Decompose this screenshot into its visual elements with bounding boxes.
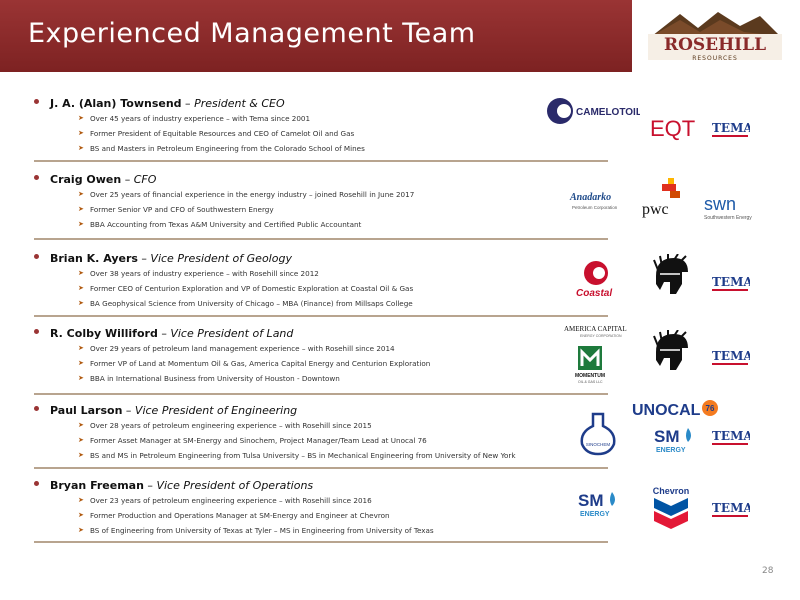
team-member-ayers: [34, 252, 608, 312]
section-divider: [34, 238, 608, 240]
unocal-76-logo: [630, 398, 720, 420]
svg-text:swn: swn: [704, 194, 737, 214]
member-point: Over 45 years of industry experience – with Tema since 2001: [90, 114, 311, 123]
sm-energy-logo: [652, 424, 698, 456]
svg-text:Chevron: Chevron: [652, 486, 690, 496]
svg-text:CAMELOTOIL: CAMELOTOIL: [576, 107, 640, 118]
svg-text:76: 76: [705, 404, 715, 413]
member-name: Paul Larson: [50, 404, 123, 417]
member-role: Vice President of Engineering: [134, 404, 298, 417]
svg-text:SM: SM: [654, 427, 680, 446]
swn-logo: [702, 192, 758, 222]
eqt-logo: [648, 112, 698, 142]
section-divider: [34, 393, 608, 395]
rosehill-logo-subtext: RESOURCES: [692, 55, 738, 62]
arrow-bullet-icon: ➤: [78, 344, 84, 352]
team-member-larson: [34, 404, 608, 464]
arrow-bullet-icon: ➤: [78, 190, 84, 198]
arrow-bullet-icon: ➤: [78, 284, 84, 292]
arrow-bullet-icon: ➤: [78, 359, 84, 367]
tema-logo: [710, 270, 750, 294]
tema-logo: [710, 496, 750, 520]
member-point: Former VP of Land at Momentum Oil & Gas, America Capital Energy and Centurion Exploration: [90, 359, 431, 368]
sinochem-flask-icon: [576, 410, 620, 456]
member-point: BS and Masters in Petroleum Engineering from the Colorado School of Mines: [90, 144, 365, 153]
svg-text:OIL & GAS LLC: OIL & GAS LLC: [578, 380, 603, 384]
bullet-dot: [34, 254, 39, 259]
member-name: R. Colby Williford: [50, 327, 158, 340]
svg-text:TEMA: TEMA: [712, 429, 750, 443]
member-point: Former Production and Operations Manager at SM-Energy and Engineer at Chevron: [90, 511, 390, 520]
bullet-dot: [34, 481, 39, 486]
slide-header-bar: [0, 0, 632, 72]
svg-text:TEMA: TEMA: [712, 121, 750, 135]
arrow-bullet-icon: ➤: [78, 526, 84, 534]
page-number: 28: [762, 566, 774, 576]
member-point: Over 38 years of industry experience – with Rosehill since 2012: [90, 269, 319, 278]
member-role: CFO: [133, 173, 157, 186]
svg-text:TEMA: TEMA: [712, 349, 750, 363]
coastal-logo: [574, 258, 618, 300]
svg-text:AMERICA CAPITAL: AMERICA CAPITAL: [564, 325, 627, 333]
member-point: Former CEO of Centurion Exploration and VP of Domestic Exploration at Coastal Oil & Gas: [90, 284, 414, 293]
member-point: Over 23 years of petroleum engineering experience – with Rosehill since 2016: [90, 496, 372, 505]
svg-text:Southwestern Energy: Southwestern Energy: [704, 215, 752, 221]
arrow-bullet-icon: ➤: [78, 205, 84, 213]
member-name-line: Brian K. Ayers – Vice President of Geology: [50, 252, 292, 265]
svg-text:UNOCAL: UNOCAL: [632, 402, 701, 419]
arrow-bullet-icon: ➤: [78, 436, 84, 444]
rosehill-logo-text: ROSEHILL: [663, 35, 767, 55]
member-name-line: J. A. (Alan) Townsend – President & CEO: [50, 97, 285, 110]
member-name: J. A. (Alan) Townsend: [50, 97, 182, 110]
arrow-bullet-icon: ➤: [78, 451, 84, 459]
momentum-logo: [574, 344, 608, 384]
arrow-bullet-icon: ➤: [78, 144, 84, 152]
member-role: Vice President of Land: [170, 327, 294, 340]
anadarko-logo: [568, 188, 628, 214]
arrow-bullet-icon: ➤: [78, 421, 84, 429]
member-role: Vice President of Geology: [150, 252, 292, 265]
arrow-bullet-icon: ➤: [78, 299, 84, 307]
member-point: Over 25 years of financial experience in the energy industry – joined Rosehill in June 2017: [90, 190, 415, 199]
member-point: BBA in International Business from University of Houston - Downtown: [90, 374, 340, 383]
centurion-helmet-icon: [650, 254, 692, 298]
team-member-freeman: [34, 479, 608, 539]
member-name: Craig Owen: [50, 173, 122, 186]
pwc-logo: [640, 176, 688, 218]
bullet-dot: [34, 175, 39, 180]
member-name-line: Paul Larson – Vice President of Engineering: [50, 404, 298, 417]
member-point: Former Senior VP and CFO of Southwestern Energy: [90, 205, 274, 214]
member-point: BS of Engineering from University of Texas at Tyler – MS in Engineering from University of Texas: [90, 526, 434, 535]
svg-text:Petroleum Corporation: Petroleum Corporation: [572, 205, 618, 210]
member-name-line: Craig Owen – CFO: [50, 173, 157, 186]
bullet-dot: [34, 406, 39, 411]
rosehill-logo-graphic: [640, 6, 790, 70]
tema-logo: [710, 344, 750, 368]
member-point: Former President of Equitable Resources and CEO of Camelot Oil and Gas: [90, 129, 355, 138]
rosehill-logo: [640, 6, 790, 70]
section-divider: [34, 315, 608, 317]
svg-text:Anadarko: Anadarko: [570, 192, 612, 203]
member-role: Vice President of Operations: [156, 479, 314, 492]
svg-text:Coastal: Coastal: [576, 288, 613, 299]
arrow-bullet-icon: ➤: [78, 496, 84, 504]
svg-text:SINOCHEM: SINOCHEM: [585, 442, 611, 447]
member-point: BA Geophysical Science from University of Chicago – MBA (Finance) from Millsaps College: [90, 299, 413, 308]
svg-text:ENERGY: ENERGY: [580, 511, 610, 518]
svg-text:ENERGY CORPORATION: ENERGY CORPORATION: [580, 334, 622, 338]
section-divider: [34, 541, 608, 543]
member-point: BBA Accounting from Texas A&M University and Certified Public Accountant: [90, 220, 362, 229]
member-name-line: R. Colby Williford – Vice President of Land: [50, 327, 294, 340]
america-capital-logo: [562, 322, 642, 338]
section-divider: [34, 160, 608, 162]
arrow-bullet-icon: ➤: [78, 374, 84, 382]
team-member-owen: [34, 173, 608, 233]
slide-title: Experienced Management Team: [28, 18, 476, 49]
member-point: BS and MS in Petroleum Engineering from Tulsa University – BS in Mechanical Engineering from University of New York: [90, 451, 516, 460]
svg-text:pwc: pwc: [642, 201, 669, 218]
member-point: Over 28 years of petroleum engineering experience – with Rosehill since 2015: [90, 421, 372, 430]
arrow-bullet-icon: ➤: [78, 511, 84, 519]
arrow-bullet-icon: ➤: [78, 129, 84, 137]
bullet-dot: [34, 99, 39, 104]
member-point: Former Asset Manager at SM-Energy and Sinochem, Project Manager/Team Lead at Unocal 76: [90, 436, 427, 445]
camelot-oil-logo: [544, 95, 640, 127]
arrow-bullet-icon: ➤: [78, 269, 84, 277]
svg-text:ENERGY: ENERGY: [656, 447, 686, 454]
svg-text:TEMA: TEMA: [712, 501, 750, 515]
sm-energy-logo: [576, 488, 622, 520]
arrow-bullet-icon: ➤: [78, 220, 84, 228]
bullet-dot: [34, 329, 39, 334]
member-name: Brian K. Ayers: [50, 252, 138, 265]
centurion-helmet-icon: [650, 330, 692, 374]
svg-text:TEMA: TEMA: [712, 275, 750, 289]
tema-logo: [710, 116, 750, 140]
member-name-line: Bryan Freeman – Vice President of Operations: [50, 479, 314, 492]
member-role: President & CEO: [194, 97, 285, 110]
svg-text:EQT: EQT: [650, 116, 696, 141]
team-member-williford: [34, 327, 608, 387]
chevron-logo: [648, 484, 694, 532]
tema-logo: [710, 424, 750, 448]
svg-text:SM: SM: [578, 491, 604, 510]
member-point: Over 29 years of petroleum land management experience – with Rosehill since 2014: [90, 344, 395, 353]
team-member-townsend: [34, 97, 608, 157]
svg-text:MOMENTUM: MOMENTUM: [575, 373, 605, 379]
section-divider: [34, 467, 608, 469]
member-name: Bryan Freeman: [50, 479, 144, 492]
arrow-bullet-icon: ➤: [78, 114, 84, 122]
